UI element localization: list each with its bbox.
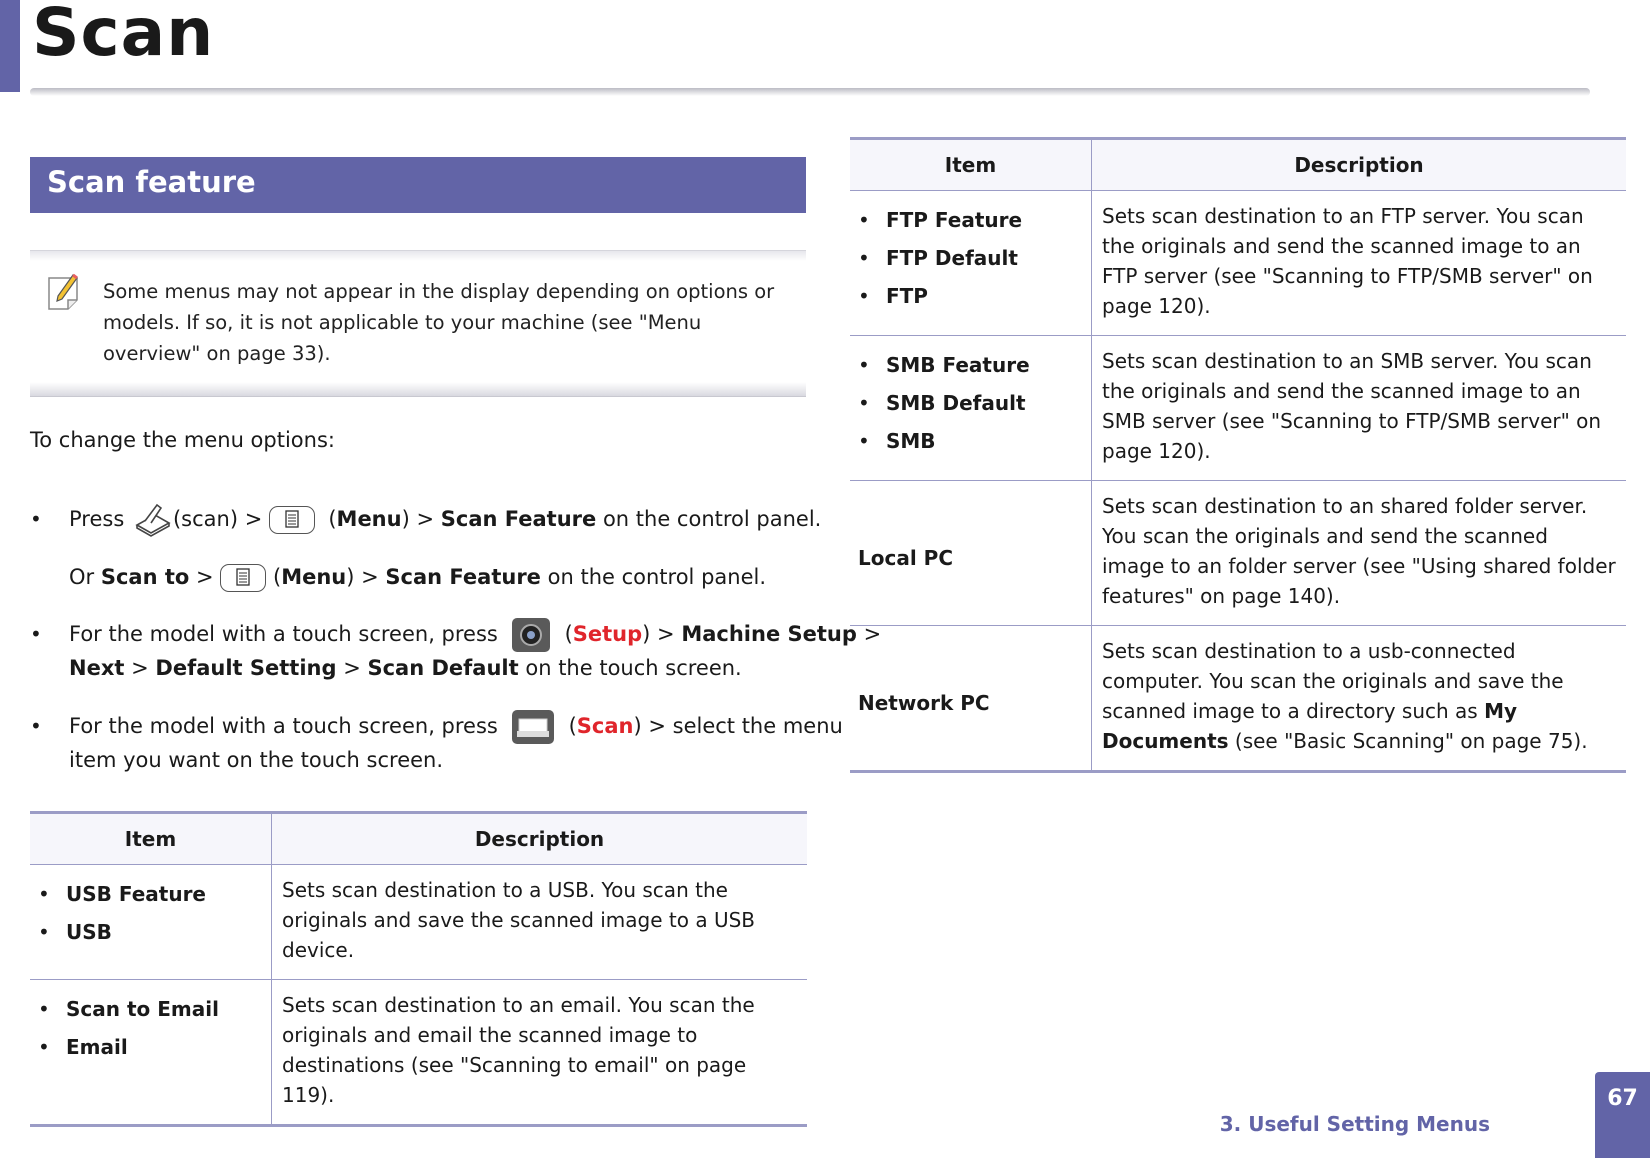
description-cell: Sets scan destination to a usb-connected computer. You scan the originals and save the scanned image to a directory such as My Documents (see "Basic Scanning" on page 75).	[1092, 626, 1627, 772]
description-cell: Sets scan destination to an SMB server. You scan the originals and send the scanned image to an SMB server (see "Scanning to FTP/SMB server" on page 120).	[1092, 336, 1627, 481]
menu-key-icon	[220, 564, 266, 592]
table-row	[30, 865, 807, 980]
setup-icon	[511, 617, 551, 653]
step-2-cont: Next > Default Setting > Scan Default on the touch screen.	[69, 656, 742, 680]
step-3: • For the model with a touch screen, press (Scan) > select the menu	[30, 709, 810, 743]
note-pencil-icon	[46, 272, 80, 312]
bullet: •	[38, 882, 50, 906]
bullet: •	[858, 429, 870, 453]
page-number: 67	[1607, 1086, 1638, 1111]
table-row	[850, 191, 1626, 336]
bullet: •	[38, 997, 50, 1021]
table-row	[850, 336, 1626, 481]
column-header-description: Description	[272, 813, 808, 865]
section-title: Scan feature	[47, 165, 256, 199]
bullet: •	[38, 920, 50, 944]
menu-key-icon	[269, 506, 315, 534]
bullet: •	[858, 284, 870, 308]
description-cell: Sets scan destination to a USB. You scan the originals and save the scanned image to a USB device.	[272, 865, 808, 980]
description-cell: Sets scan destination to an email. You scan the originals and email the scanned image to destinations (see "Scanning to email" on page 119).	[272, 980, 808, 1126]
note-bottom-border	[30, 382, 806, 397]
scan-feature-table-right	[850, 137, 1626, 773]
note-text: Some menus may not appear in the display depending on options or models. If so, it is not applicable to your machine (see "Menu overview" on page 33).	[103, 280, 775, 365]
page-number-badge	[1595, 1072, 1650, 1158]
description-cell: Sets scan destination to an shared folder server. You scan the originals and send the scanned image to an folder server (see "Using shared folder features" on page 140).	[1092, 481, 1627, 626]
scan-touch-icon	[511, 709, 555, 745]
title-accent-bar	[0, 0, 20, 92]
intro-text: To change the menu options:	[30, 428, 335, 452]
item-cell: • Scan to Email • Email	[30, 980, 272, 1126]
bullet: •	[30, 507, 42, 531]
item-cell: Network PC	[850, 626, 1092, 772]
bullet: •	[38, 1035, 50, 1059]
table-row	[850, 481, 1626, 626]
bullet: •	[30, 622, 42, 646]
bullet: •	[30, 714, 42, 738]
column-header-item: Item	[30, 813, 272, 865]
item-cell: • SMB Feature • SMB Default • SMB	[850, 336, 1092, 481]
page-title: Scan	[32, 0, 215, 71]
section-banner	[30, 157, 806, 213]
item-cell: Local PC	[850, 481, 1092, 626]
table-row	[30, 980, 807, 1126]
bullet: •	[858, 391, 870, 415]
table-header-row	[850, 139, 1626, 191]
note-top-border	[30, 250, 806, 261]
table-row	[850, 626, 1626, 772]
scan-icon	[131, 503, 173, 537]
item-cell: • FTP Feature • FTP Default • FTP	[850, 191, 1092, 336]
column-header-description: Description	[1092, 139, 1627, 191]
bullet: •	[858, 353, 870, 377]
bullet: •	[858, 246, 870, 270]
table-header-row	[30, 813, 807, 865]
footer-chapter: 3. Useful Setting Menus	[1219, 1112, 1490, 1136]
step-1: • Press (scan) > (Menu) > Scan Feature on the control panel.	[30, 502, 810, 536]
title-rule	[30, 88, 1590, 96]
column-header-item: Item	[850, 139, 1092, 191]
step-3-cont: item you want on the touch screen.	[69, 748, 444, 772]
step-1-alt: Or Scan to > (Menu) > Scan Feature on the control panel.	[69, 560, 766, 594]
bullet: •	[858, 208, 870, 232]
scan-feature-table-left	[30, 811, 807, 1127]
item-cell: • USB Feature • USB	[30, 865, 272, 980]
step-2: • For the model with a touch screen, press (Setup) > Machine Setup >	[30, 617, 810, 651]
description-cell: Sets scan destination to an FTP server. You scan the originals and send the scanned image to an FTP server (see "Scanning to FTP/SMB server" on page 120).	[1092, 191, 1627, 336]
